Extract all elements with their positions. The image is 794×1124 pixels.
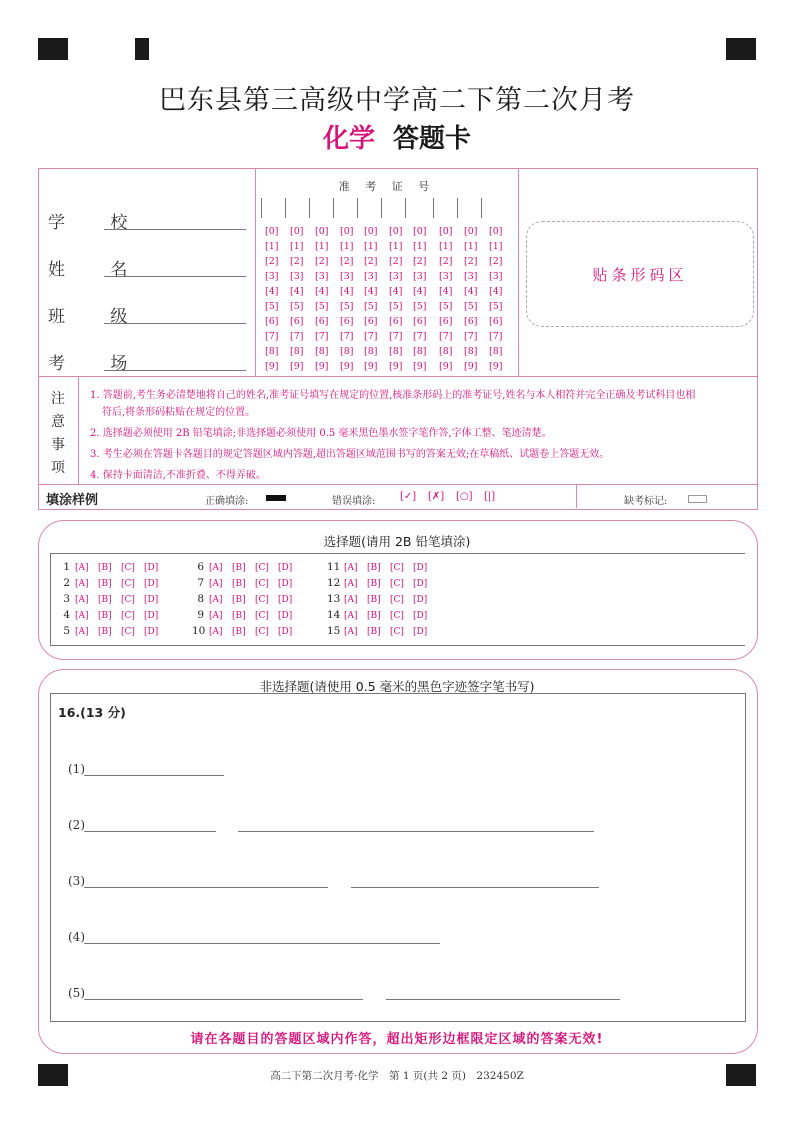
option-bubble[interactable]: [B] <box>98 579 112 589</box>
notice-list <box>90 385 756 486</box>
exam-id-bubble[interactable]: [8] <box>413 346 427 357</box>
exam-id-bubble[interactable]: [5] <box>364 301 378 312</box>
question-number: 15 <box>327 625 341 637</box>
option-bubble[interactable]: [D] <box>278 627 293 637</box>
exam-id-bubble[interactable]: [1] <box>315 241 329 252</box>
option-bubble[interactable]: [D] <box>278 579 293 589</box>
option-bubble[interactable]: [A] <box>344 595 358 605</box>
answer-part-line[interactable] <box>84 999 363 1000</box>
exam-id-bubble[interactable]: [8] <box>315 346 329 357</box>
question-number: 8 <box>197 593 204 605</box>
notice-item-4: 4. 保持卡面清洁,不准折叠、不得弄破。 <box>90 470 266 481</box>
option-bubble[interactable]: [D] <box>413 595 428 605</box>
exam-id-bubble[interactable]: [9] <box>290 361 304 372</box>
exam-id-bubble[interactable]: [3] <box>464 271 478 282</box>
notice-label-char: 意 <box>51 414 65 430</box>
option-bubble[interactable]: [C] <box>121 563 135 573</box>
absent-mark-box <box>688 495 707 503</box>
exam-id-bubble[interactable]: [3] <box>389 271 403 282</box>
exam-id-bubble[interactable]: [1] <box>265 241 279 252</box>
choice-question-row <box>192 593 301 605</box>
field-label-name: 姓 名 <box>48 260 148 280</box>
exam-id-bubble[interactable]: [3] <box>489 271 503 282</box>
exam-id-bubble[interactable]: [6] <box>413 316 427 327</box>
choice-question-row <box>327 593 436 605</box>
exam-id-bubble[interactable]: [4] <box>489 286 503 297</box>
exam-id-bubble[interactable]: [4] <box>290 286 304 297</box>
exam-id-bubble[interactable]: [9] <box>439 361 453 372</box>
option-bubble[interactable]: [D] <box>144 563 159 573</box>
option-bubble[interactable]: [A] <box>75 595 89 605</box>
option-bubble[interactable]: [B] <box>232 563 246 573</box>
exam-id-bubble[interactable]: [2] <box>464 256 478 267</box>
exam-id-bubble[interactable]: [6] <box>340 316 354 327</box>
option-bubble[interactable]: [C] <box>255 563 269 573</box>
exam-id-bubble[interactable]: [7] <box>315 331 329 342</box>
wrong-fill-sample: [○] <box>456 491 473 502</box>
exam-id-bubble[interactable]: [2] <box>413 256 427 267</box>
info-divider-left <box>255 168 256 376</box>
exam-id-bubble[interactable]: [8] <box>290 346 304 357</box>
wrong-fill-label: 错误填涂: <box>332 496 376 507</box>
notice-label-char: 注 <box>51 391 65 407</box>
answer-area-warning: 请在各题目的答题区域内作答，超出矩形边框限定区域的答案无效! <box>190 1032 604 1047</box>
field-label-class: 班 级 <box>48 307 148 327</box>
option-bubble[interactable]: [B] <box>232 611 246 621</box>
exam-id-bubble[interactable]: [9] <box>413 361 427 372</box>
option-bubble[interactable]: [D] <box>413 579 428 589</box>
exam-id-bubble[interactable]: [1] <box>389 241 403 252</box>
question-16-label: 16.(13 分) <box>58 705 126 720</box>
exam-id-bubble[interactable]: [0] <box>315 226 329 237</box>
option-group <box>209 579 301 589</box>
exam-id-slot-10[interactable] <box>481 198 482 218</box>
exam-id-bubble[interactable]: [1] <box>340 241 354 252</box>
exam-id-bubble[interactable]: [3] <box>315 271 329 282</box>
field-line-school[interactable] <box>104 228 246 230</box>
exam-id-bubble[interactable]: [5] <box>413 301 427 312</box>
answer-part-line[interactable] <box>238 831 594 832</box>
question-number: 14 <box>327 609 341 621</box>
registration-mark-top-right <box>726 38 756 60</box>
option-bubble[interactable]: [A] <box>344 579 358 589</box>
exam-id-bubble[interactable]: [9] <box>489 361 503 372</box>
absent-mark-label: 缺考标记: <box>624 496 668 507</box>
answer-part-line[interactable] <box>386 999 620 1000</box>
answer-part-label: (2) <box>68 818 85 832</box>
exam-id-bubble[interactable]: [7] <box>290 331 304 342</box>
exam-id-bubble[interactable]: [0] <box>389 226 403 237</box>
exam-id-label: 准 考 证 号 <box>338 180 436 193</box>
page-footer: 高二下第二次月考·化学 第 1 页(共 2 页) 232450Z <box>270 1070 524 1082</box>
exam-id-bubble[interactable]: [3] <box>340 271 354 282</box>
exam-id-bubble[interactable]: [7] <box>265 331 279 342</box>
exam-id-bubble[interactable]: [6] <box>439 316 453 327</box>
answer-part-label: (5) <box>68 986 85 1000</box>
question-number: 10 <box>192 625 206 637</box>
question-number: 5 <box>63 625 70 637</box>
field-line-name[interactable] <box>104 275 246 277</box>
exam-id-bubble[interactable]: [4] <box>439 286 453 297</box>
option-bubble[interactable]: [B] <box>367 627 381 637</box>
exam-id-bubble[interactable]: [2] <box>315 256 329 267</box>
option-bubble[interactable]: [D] <box>413 627 428 637</box>
choice-question-row <box>327 561 436 573</box>
option-bubble[interactable]: [D] <box>278 563 293 573</box>
option-bubble[interactable]: [B] <box>98 595 112 605</box>
exam-id-bubble[interactable]: [4] <box>389 286 403 297</box>
notice-label-divider <box>78 376 79 484</box>
choice-question-row <box>192 561 301 573</box>
exam-title: 巴东县第三高级中学高二下第二次月考 <box>159 85 635 116</box>
field-line-class[interactable] <box>104 322 246 324</box>
exam-id-bubble[interactable]: [7] <box>489 331 503 342</box>
exam-id-bubble[interactable]: [3] <box>265 271 279 282</box>
option-bubble[interactable]: [C] <box>390 595 404 605</box>
exam-id-bubble[interactable]: [4] <box>340 286 354 297</box>
choice-section-title: 选择题(请用 2B 铅笔填涂) <box>323 534 471 549</box>
exam-id-bubble[interactable]: [6] <box>315 316 329 327</box>
option-bubble[interactable]: [B] <box>232 579 246 589</box>
option-bubble[interactable]: [C] <box>121 611 135 621</box>
exam-id-bubble[interactable]: [4] <box>464 286 478 297</box>
exam-id-bubble[interactable]: [7] <box>364 331 378 342</box>
option-bubble[interactable]: [B] <box>98 627 112 637</box>
option-bubble[interactable]: [C] <box>255 627 269 637</box>
option-bubble[interactable]: [A] <box>75 579 89 589</box>
exam-id-bubble[interactable]: [8] <box>265 346 279 357</box>
answer-part-line[interactable] <box>351 887 599 888</box>
exam-id-slot-8[interactable] <box>433 198 434 218</box>
choice-question-row <box>58 561 167 573</box>
exam-id-bubble[interactable]: [8] <box>464 346 478 357</box>
exam-id-bubble[interactable]: [5] <box>464 301 478 312</box>
exam-id-bubble[interactable]: [0] <box>464 226 478 237</box>
option-bubble[interactable]: [D] <box>278 611 293 621</box>
notice-label-char: 项 <box>51 460 65 476</box>
exam-id-bubble[interactable]: [2] <box>340 256 354 267</box>
notice-item-1-cont: 符后,将条形码粘贴在规定的位置。 <box>102 407 256 418</box>
answer-part-line[interactable] <box>84 831 216 832</box>
exam-id-bubble[interactable]: [3] <box>439 271 453 282</box>
option-bubble[interactable]: [D] <box>144 595 159 605</box>
option-group <box>75 595 167 605</box>
notice-item-1: 1. 答题前,考生务必清楚地将自己的姓名,准考证号填写在规定的位置,核准条形码上的准考证号,姓名与本人相符并完全正确及考试科目也相 <box>90 390 696 401</box>
exam-id-bubble[interactable]: [8] <box>340 346 354 357</box>
option-group <box>344 563 436 573</box>
exam-id-bubble[interactable]: [0] <box>290 226 304 237</box>
question-number: 2 <box>63 577 70 589</box>
option-bubble[interactable]: [A] <box>209 563 223 573</box>
choice-question-row <box>58 625 167 637</box>
answer-part-label: (4) <box>68 930 85 944</box>
option-bubble[interactable]: [A] <box>75 563 89 573</box>
answer-part-line[interactable] <box>84 775 224 776</box>
option-group <box>75 563 167 573</box>
exam-id-bubble[interactable]: [9] <box>389 361 403 372</box>
fill-example-divider <box>576 484 577 508</box>
option-bubble[interactable]: [C] <box>121 627 135 637</box>
option-bubble[interactable]: [B] <box>98 611 112 621</box>
exam-id-bubble[interactable]: [0] <box>265 226 279 237</box>
exam-id-bubble[interactable]: [6] <box>489 316 503 327</box>
exam-id-bubble[interactable]: [1] <box>464 241 478 252</box>
option-bubble[interactable]: [D] <box>278 595 293 605</box>
exam-id-slot-5[interactable] <box>357 198 358 218</box>
question-number: 9 <box>197 609 204 621</box>
answer-part-line[interactable] <box>84 887 328 888</box>
registration-mark-top-center <box>135 38 149 60</box>
exam-id-bubble[interactable]: [2] <box>439 256 453 267</box>
field-label-school: 学 校 <box>48 213 148 233</box>
option-bubble[interactable]: [D] <box>413 563 428 573</box>
exam-id-bubble[interactable]: [9] <box>464 361 478 372</box>
exam-id-bubble[interactable]: [8] <box>364 346 378 357</box>
exam-id-bubble[interactable]: [0] <box>340 226 354 237</box>
exam-id-bubble[interactable]: [1] <box>413 241 427 252</box>
info-divider-h1 <box>38 376 757 377</box>
exam-id-bubble[interactable]: [0] <box>489 226 503 237</box>
option-bubble[interactable]: [C] <box>255 579 269 589</box>
option-group <box>209 611 301 621</box>
choice-question-row <box>192 577 301 589</box>
answer-part-label: (1) <box>68 762 85 776</box>
non-choice-section-title: 非选择题(请使用 0.5 毫米的黑色字迹签字笔书写) <box>259 679 535 694</box>
exam-id-bubble[interactable]: [6] <box>364 316 378 327</box>
exam-id-bubble[interactable]: [3] <box>413 271 427 282</box>
exam-id-bubble[interactable]: [0] <box>413 226 427 237</box>
option-bubble[interactable]: [A] <box>344 563 358 573</box>
option-bubble[interactable]: [D] <box>144 627 159 637</box>
option-bubble[interactable]: [B] <box>367 611 381 621</box>
exam-id-bubble[interactable]: [2] <box>364 256 378 267</box>
exam-id-bubble[interactable]: [7] <box>413 331 427 342</box>
option-group <box>209 563 301 573</box>
wrong-fill-sample: [|] <box>484 491 496 502</box>
option-bubble[interactable]: [C] <box>390 611 404 621</box>
option-group <box>344 595 436 605</box>
option-bubble[interactable]: [A] <box>75 611 89 621</box>
question-number: 11 <box>327 561 341 573</box>
exam-id-bubble[interactable]: [7] <box>464 331 478 342</box>
answer-part-line[interactable] <box>84 943 440 944</box>
exam-id-bubble[interactable]: [9] <box>364 361 378 372</box>
option-group <box>75 627 167 637</box>
option-bubble[interactable]: [B] <box>98 563 112 573</box>
option-bubble[interactable]: [C] <box>390 563 404 573</box>
option-bubble[interactable]: [A] <box>209 595 223 605</box>
option-bubble[interactable]: [A] <box>75 627 89 637</box>
choice-question-row <box>327 609 436 621</box>
exam-id-bubble[interactable]: [1] <box>290 241 304 252</box>
question-number: 13 <box>327 593 341 605</box>
choice-question-row <box>192 625 301 637</box>
exam-id-bubble[interactable]: [0] <box>364 226 378 237</box>
exam-id-bubble[interactable]: [2] <box>290 256 304 267</box>
exam-id-bubble[interactable]: [8] <box>439 346 453 357</box>
question-number: 1 <box>63 561 70 573</box>
info-divider-right <box>518 168 519 376</box>
option-bubble[interactable]: [A] <box>344 627 358 637</box>
option-group <box>75 579 167 589</box>
exam-id-slot-2[interactable] <box>285 198 286 218</box>
option-bubble[interactable]: [D] <box>413 611 428 621</box>
option-group <box>344 611 436 621</box>
exam-id-bubble[interactable]: [1] <box>364 241 378 252</box>
exam-id-bubble[interactable]: [1] <box>439 241 453 252</box>
option-bubble[interactable]: [C] <box>390 579 404 589</box>
exam-id-bubble[interactable]: [5] <box>389 301 403 312</box>
exam-id-bubble[interactable]: [4] <box>364 286 378 297</box>
exam-id-bubble[interactable]: [9] <box>265 361 279 372</box>
exam-id-slot-9[interactable] <box>457 198 458 218</box>
exam-id-bubble[interactable]: [4] <box>413 286 427 297</box>
exam-id-bubble[interactable]: [5] <box>290 301 304 312</box>
wrong-fill-sample: [✗] <box>428 491 445 502</box>
exam-id-bubble[interactable]: [3] <box>290 271 304 282</box>
exam-id-bubble[interactable]: [8] <box>489 346 503 357</box>
exam-id-slot-1[interactable] <box>261 198 262 218</box>
option-bubble[interactable]: [B] <box>232 595 246 605</box>
option-bubble[interactable]: [D] <box>144 611 159 621</box>
question-number: 7 <box>197 577 204 589</box>
exam-id-bubble[interactable]: [7] <box>439 331 453 342</box>
exam-id-slot-3[interactable] <box>309 198 310 218</box>
exam-id-bubble[interactable]: [5] <box>340 301 354 312</box>
subject-name: 化学 <box>322 124 375 154</box>
choice-question-row <box>58 609 167 621</box>
option-bubble[interactable]: [B] <box>367 563 381 573</box>
wrong-fill-sample: [✓] <box>400 491 417 502</box>
option-bubble[interactable]: [C] <box>255 595 269 605</box>
exam-id-bubble[interactable]: [2] <box>389 256 403 267</box>
exam-id-bubble[interactable]: [5] <box>315 301 329 312</box>
correct-fill-label: 正确填涂: <box>205 496 249 507</box>
exam-id-bubble[interactable]: [4] <box>265 286 279 297</box>
exam-id-bubble[interactable]: [7] <box>340 331 354 342</box>
notice-item-2: 2. 选择题必须使用 2B 铅笔填涂;非选择题必须使用 0.5 毫米黑色墨水签字笔作答,字体工整、笔迹清楚。 <box>90 428 552 439</box>
question-number: 12 <box>327 577 341 589</box>
exam-id-bubble[interactable]: [2] <box>489 256 503 267</box>
exam-id-bubble[interactable]: [6] <box>265 316 279 327</box>
exam-id-bubble[interactable]: [1] <box>489 241 503 252</box>
exam-id-bubble[interactable]: [9] <box>315 361 329 372</box>
question-number: 3 <box>63 593 70 605</box>
exam-id-bubble[interactable]: [2] <box>265 256 279 267</box>
exam-id-bubble[interactable]: [5] <box>489 301 503 312</box>
exam-id-bubble[interactable]: [6] <box>464 316 478 327</box>
option-group <box>344 579 436 589</box>
exam-id-bubble[interactable]: [7] <box>389 331 403 342</box>
option-bubble[interactable]: [C] <box>121 595 135 605</box>
question-number: 4 <box>63 609 70 621</box>
exam-id-bubble[interactable]: [0] <box>439 226 453 237</box>
exam-id-slot-4[interactable] <box>333 198 334 218</box>
exam-id-bubble[interactable]: [4] <box>315 286 329 297</box>
exam-id-bubble[interactable]: [5] <box>439 301 453 312</box>
option-bubble[interactable]: [B] <box>232 627 246 637</box>
option-group <box>75 611 167 621</box>
option-bubble[interactable]: [A] <box>209 579 223 589</box>
option-bubble[interactable]: [C] <box>121 579 135 589</box>
option-bubble[interactable]: [C] <box>255 611 269 621</box>
exam-id-slot-6[interactable] <box>381 198 382 218</box>
fill-example-label: 填涂样例 <box>46 493 99 508</box>
exam-id-bubble[interactable]: [8] <box>389 346 403 357</box>
notice-label-char: 事 <box>51 437 65 453</box>
answer-card-label: 答题卡 <box>393 124 472 154</box>
exam-id-bubble[interactable]: [5] <box>265 301 279 312</box>
field-label-room: 考 场 <box>48 354 148 374</box>
choice-question-row <box>192 609 301 621</box>
non-choice-answer-box <box>50 693 746 1022</box>
exam-id-bubble[interactable]: [6] <box>389 316 403 327</box>
correct-fill-sample <box>266 495 286 501</box>
option-bubble[interactable]: [A] <box>209 611 223 621</box>
card-title <box>0 118 794 155</box>
option-bubble[interactable]: [B] <box>367 595 381 605</box>
option-group <box>344 627 436 637</box>
registration-mark-top-left <box>38 38 68 60</box>
answer-part-label: (3) <box>68 874 85 888</box>
barcode-label: 贴条形码区 <box>592 266 688 284</box>
notice-item-3: 3. 考生必须在答题卡各题目的规定答题区域内答题,超出答题区域范围书写的答案无效;在草稿纸、试题卷上答题无效。 <box>90 449 610 460</box>
exam-id-bubble[interactable]: [3] <box>364 271 378 282</box>
option-bubble[interactable]: [A] <box>209 627 223 637</box>
exam-id-bubble[interactable]: [9] <box>340 361 354 372</box>
exam-id-slot-7[interactable] <box>405 198 406 218</box>
option-group <box>209 627 301 637</box>
exam-id-bubble[interactable]: [6] <box>290 316 304 327</box>
choice-question-row <box>327 625 436 637</box>
option-bubble[interactable]: [C] <box>390 627 404 637</box>
question-number: 6 <box>197 561 204 573</box>
option-group <box>209 595 301 605</box>
option-bubble[interactable]: [A] <box>344 611 358 621</box>
choice-question-row <box>327 577 436 589</box>
option-bubble[interactable]: [B] <box>367 579 381 589</box>
choice-question-row <box>58 593 167 605</box>
choice-question-row <box>58 577 167 589</box>
option-bubble[interactable]: [D] <box>144 579 159 589</box>
field-line-room[interactable] <box>104 369 246 371</box>
